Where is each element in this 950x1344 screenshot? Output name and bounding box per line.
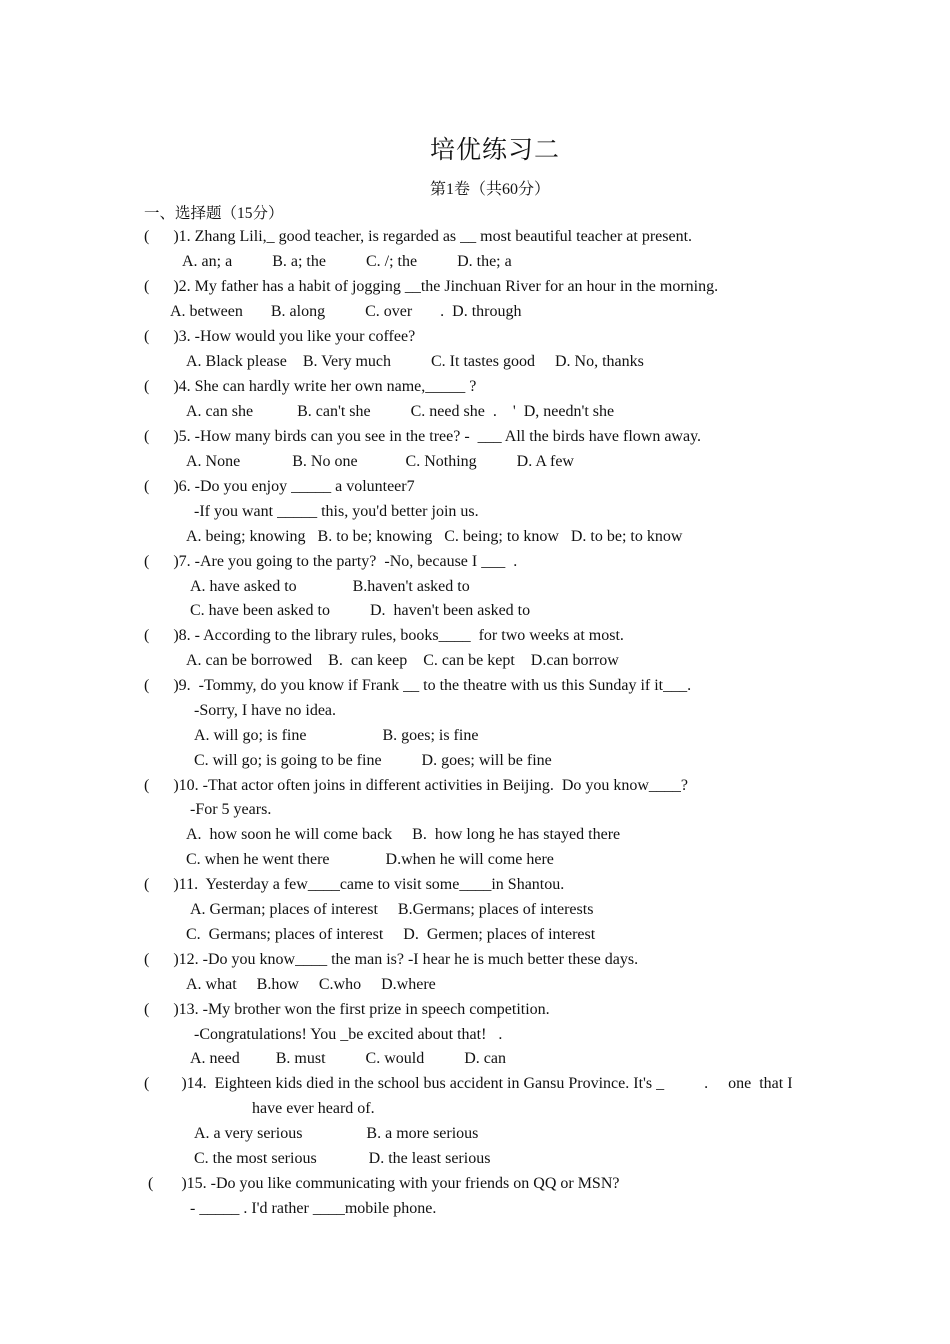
question-4: ( )4. She can hardly write her own name,_____ ?: [144, 378, 477, 395]
question-6-reply: -If you want _____ this, you'd better join us.: [194, 503, 479, 520]
question-5: ( )5. -How many birds can you see in the tree? - ___ All the birds have flown away.: [144, 428, 702, 445]
question-2-options: A. between B. along C. over . D. through: [170, 303, 522, 320]
question-3-options: A. Black please B. Very much C. It tastes good D. No, thanks: [186, 353, 644, 370]
question-3: ( )3. -How would you like your coffee?: [144, 328, 416, 345]
question-14-continuation: have ever heard of.: [252, 1100, 375, 1117]
question-2: ( )2. My father has a habit of jogging __the Jinchuan River for an hour in the morning.: [144, 278, 719, 295]
question-14: ( )14. Eighteen kids died in the school bus accident in Gansu Province. It's _ . one that I: [144, 1075, 793, 1092]
question-7-options-c-d: C. have been asked to D. haven't been asked to: [190, 602, 531, 619]
question-11-options-c-d: C. Germans; places of interest D. Germen; places of interest: [186, 926, 596, 943]
paper-subtitle: 第1卷（共60分）: [429, 181, 550, 198]
question-13-reply: -Congratulations! You _be excited about that! .: [194, 1026, 503, 1043]
question-15: ( )15. -Do you like communicating with your friends on QQ or MSN?: [148, 1175, 620, 1192]
question-12: ( )12. -Do you know____ the man is? -I hear he is much better these days.: [144, 951, 639, 968]
question-8: ( )8. - According to the library rules, books____ for two weeks at most.: [144, 627, 624, 644]
question-11-options-a-b: A. German; places of interest B.Germans; places of interests: [190, 901, 594, 918]
question-7: ( )7. -Are you going to the party? -No, because I ___ .: [144, 553, 518, 570]
question-10: ( )10. -That actor often joins in different activities in Beijing. Do you know____?: [144, 777, 689, 794]
question-13-options: A. need B. must C. would D. can: [190, 1050, 506, 1067]
question-10-options-a-b: A. how soon he will come back B. how long he has stayed there: [186, 826, 621, 843]
question-12-options: A. what B.how C.who D.where: [186, 976, 436, 993]
question-6-options: A. being; knowing B. to be; knowing C. being; to know D. to be; to know: [186, 528, 683, 545]
page-title: 培优练习二: [429, 137, 560, 164]
question-8-options: A. can be borrowed B. can keep C. can be kept D.can borrow: [186, 652, 619, 669]
question-14-options-a-b: A. a very serious B. a more serious: [194, 1125, 479, 1142]
question-11: ( )11. Yesterday a few____came to visit some____in Shantou.: [144, 876, 565, 893]
question-9-options-c-d: C. will go; is going to be fine D. goes; will be fine: [194, 752, 552, 769]
question-10-reply: -For 5 years.: [190, 801, 272, 818]
question-6: ( )6. -Do you enjoy _____ a volunteer7: [144, 478, 415, 495]
question-9-reply: -Sorry, I have no idea.: [194, 702, 337, 719]
question-5-options: A. None B. No one C. Nothing D. A few: [186, 453, 574, 470]
question-13: ( )13. -My brother won the first prize in speech competition.: [144, 1001, 550, 1018]
question-15-reply: - _____ . I'd rather ____mobile phone.: [190, 1200, 437, 1217]
question-4-options: A. can she B. can't she C. need she . ' D, needn't she: [186, 403, 615, 420]
question-14-options-c-d: C. the most serious D. the least serious: [194, 1150, 491, 1167]
question-1: ( )1. Zhang Lili,_ good teacher, is regarded as __ most beautiful teacher at present.: [144, 228, 693, 245]
question-9-options-a-b: A. will go; is fine B. goes; is fine: [194, 727, 479, 744]
section-heading: 一、选择题（15分）: [144, 205, 284, 222]
question-7-options-a-b: A. have asked to B.haven't asked to: [190, 578, 470, 595]
question-1-options: A. an; a B. a; the C. /; the D. the; a: [182, 253, 512, 270]
question-10-options-c-d: C. when he went there D.when he will come here: [186, 851, 554, 868]
question-9: ( )9. -Tommy, do you know if Frank __ to the theatre with us this Sunday if it___.: [144, 677, 692, 694]
